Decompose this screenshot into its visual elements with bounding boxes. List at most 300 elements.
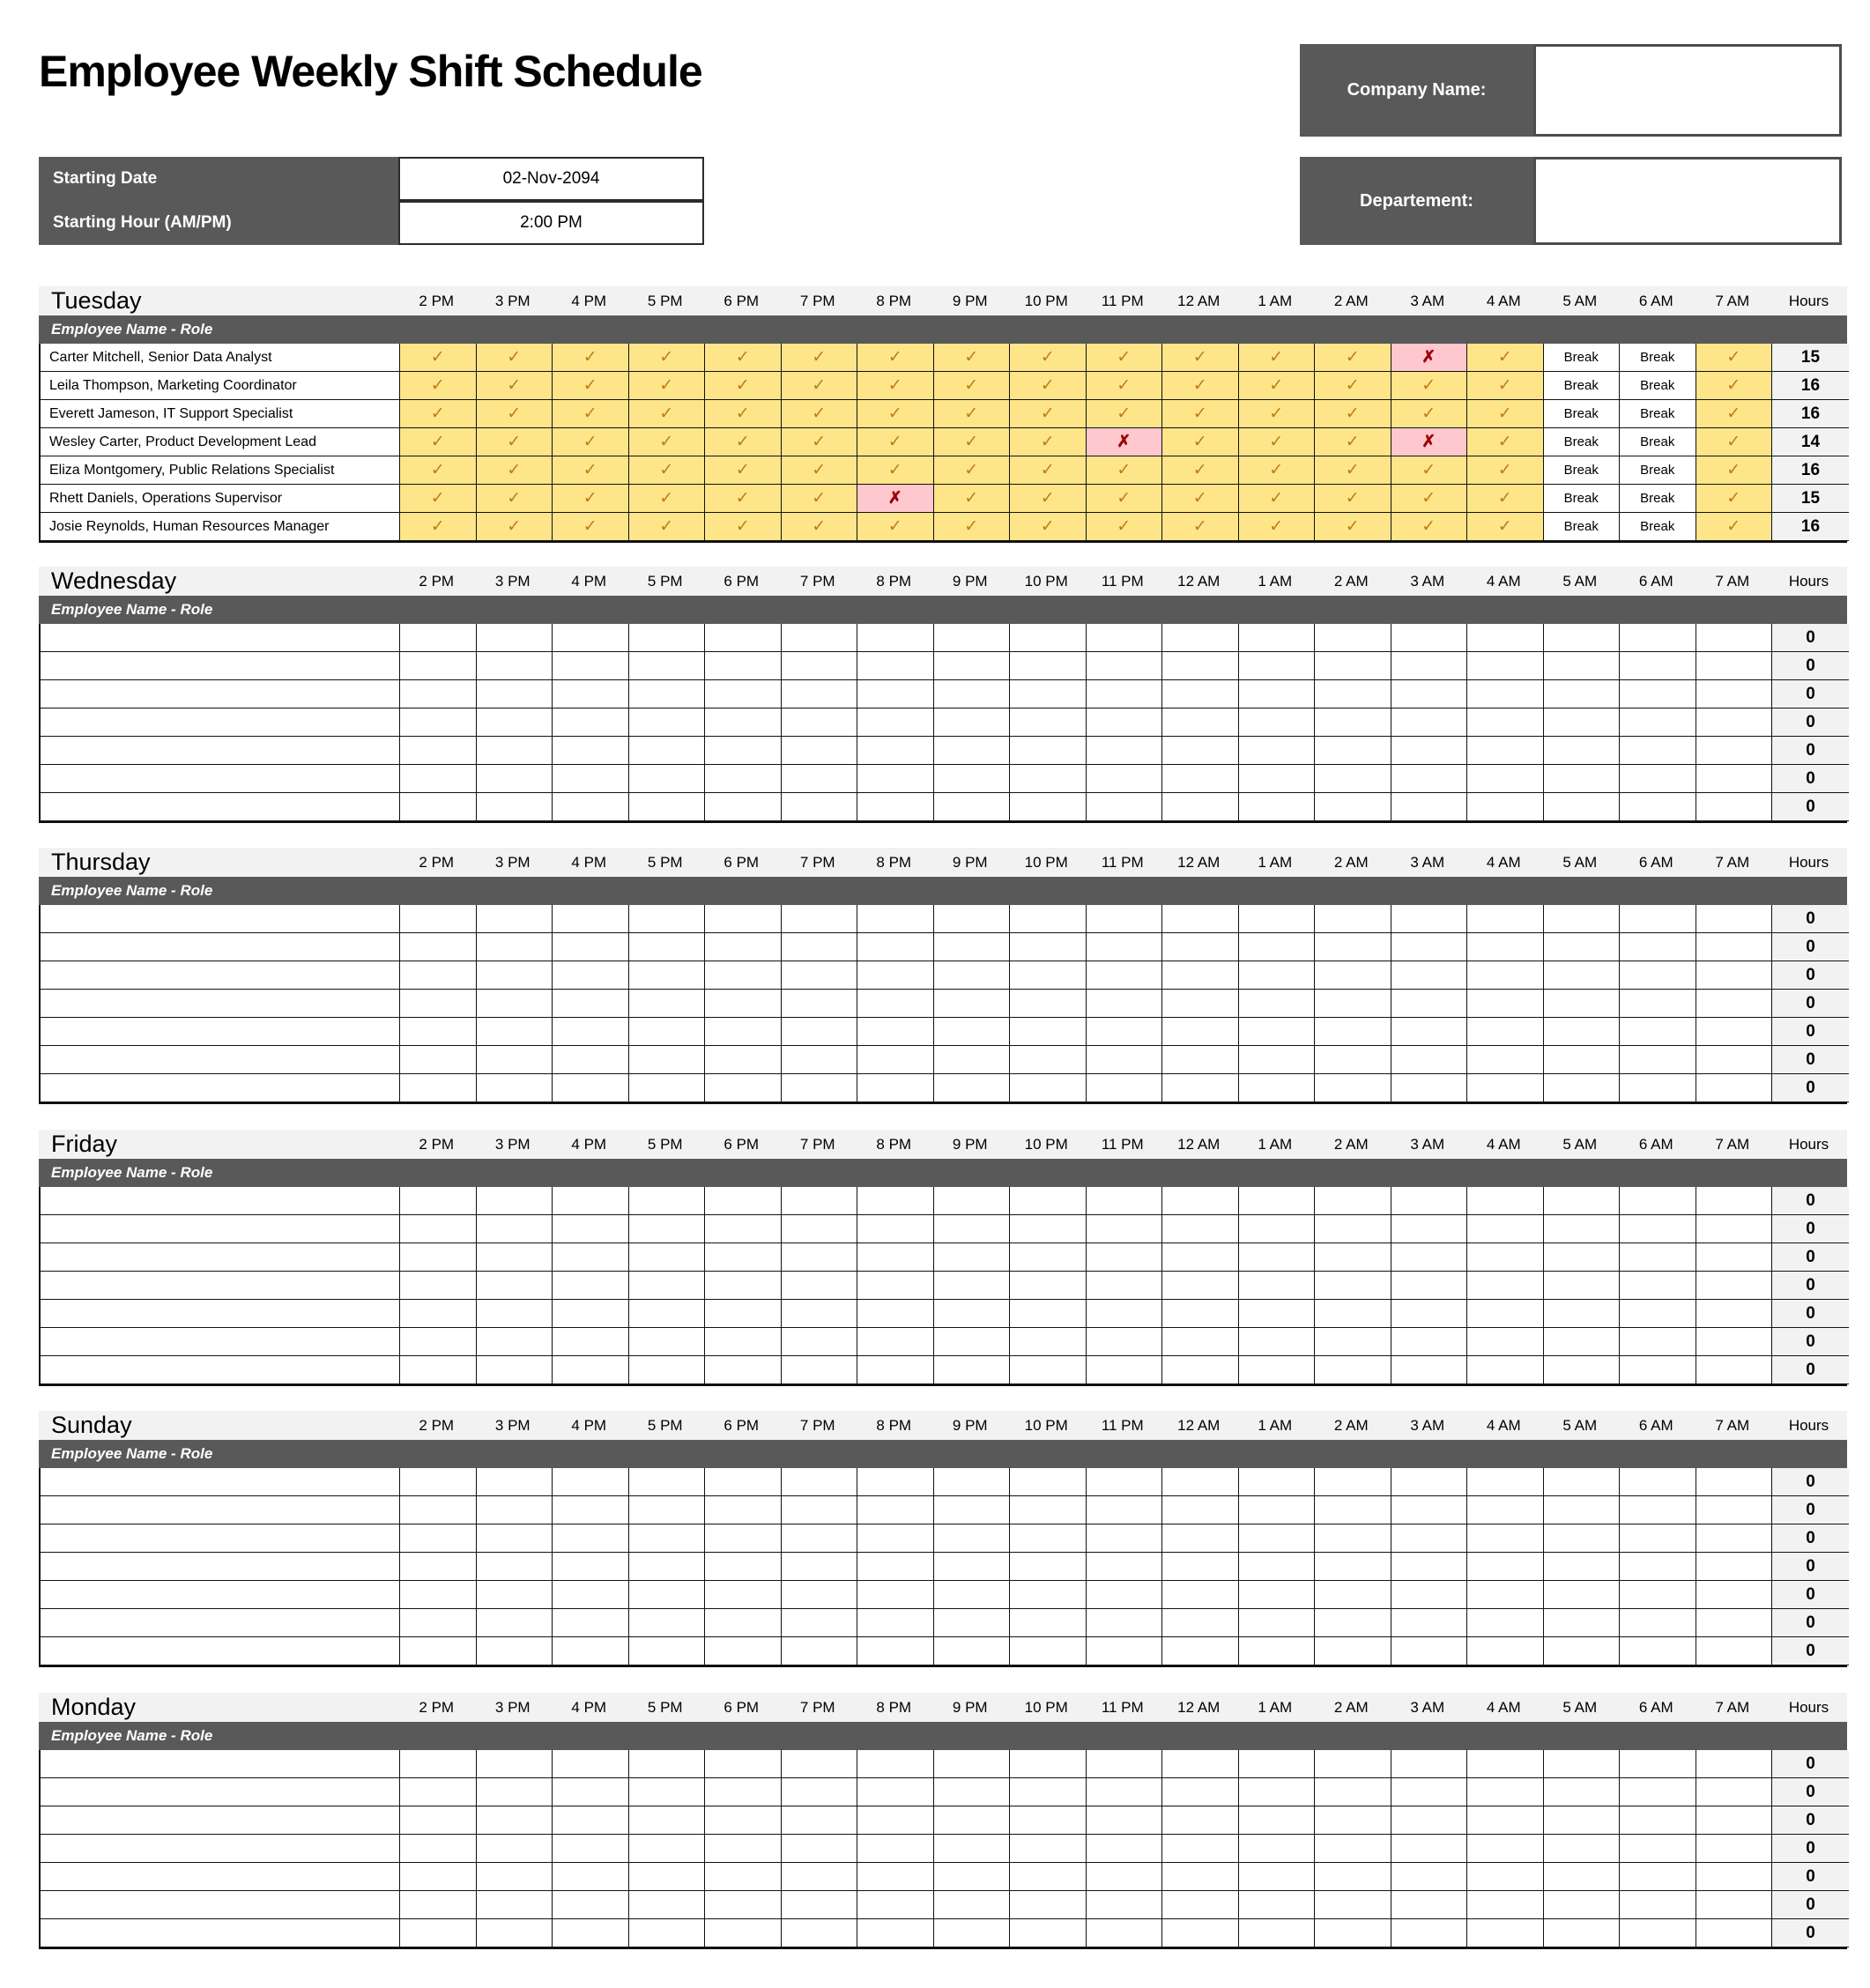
hours-total-cell[interactable]: 0 bbox=[1772, 1750, 1849, 1778]
shift-check-cell[interactable]: ✓ bbox=[629, 372, 706, 400]
empty-shift-cell[interactable] bbox=[705, 1891, 782, 1919]
empty-shift-cell[interactable] bbox=[1391, 737, 1468, 765]
empty-shift-cell[interactable] bbox=[1315, 765, 1391, 793]
empty-shift-cell[interactable] bbox=[400, 1524, 477, 1553]
shift-check-cell[interactable]: ✓ bbox=[782, 344, 858, 372]
empty-shift-cell[interactable] bbox=[553, 1778, 629, 1806]
empty-shift-cell[interactable] bbox=[1467, 1328, 1544, 1356]
hours-total-cell[interactable]: 0 bbox=[1772, 1468, 1849, 1496]
empty-shift-cell[interactable] bbox=[477, 1835, 553, 1863]
empty-shift-cell[interactable] bbox=[1696, 793, 1773, 821]
empty-shift-cell[interactable] bbox=[1544, 1609, 1621, 1637]
employee-name-cell[interactable]: Leila Thompson, Marketing Coordinator bbox=[41, 372, 400, 400]
empty-shift-cell[interactable] bbox=[1162, 1496, 1239, 1524]
shift-check-cell[interactable]: ✓ bbox=[477, 456, 553, 485]
empty-shift-cell[interactable] bbox=[1239, 1609, 1316, 1637]
empty-shift-cell[interactable] bbox=[782, 1300, 858, 1328]
empty-shift-cell[interactable] bbox=[629, 1074, 706, 1102]
empty-shift-cell[interactable] bbox=[782, 680, 858, 708]
shift-check-cell[interactable]: ✓ bbox=[705, 344, 782, 372]
empty-shift-cell[interactable] bbox=[857, 624, 934, 652]
empty-shift-cell[interactable] bbox=[1467, 1750, 1544, 1778]
empty-shift-cell[interactable] bbox=[782, 708, 858, 737]
empty-shift-cell[interactable] bbox=[553, 793, 629, 821]
empty-shift-cell[interactable] bbox=[1696, 1609, 1773, 1637]
empty-shift-cell[interactable] bbox=[477, 1046, 553, 1074]
employee-name-cell[interactable] bbox=[41, 708, 400, 737]
empty-shift-cell[interactable] bbox=[1391, 1891, 1468, 1919]
shift-check-cell[interactable]: ✓ bbox=[782, 456, 858, 485]
empty-shift-cell[interactable] bbox=[1010, 1524, 1087, 1553]
employee-name-cell[interactable] bbox=[41, 624, 400, 652]
empty-shift-cell[interactable] bbox=[1162, 1187, 1239, 1215]
empty-shift-cell[interactable] bbox=[705, 1074, 782, 1102]
empty-shift-cell[interactable] bbox=[1391, 1356, 1468, 1384]
empty-shift-cell[interactable] bbox=[1391, 1215, 1468, 1243]
empty-shift-cell[interactable] bbox=[1696, 680, 1773, 708]
empty-shift-cell[interactable] bbox=[1391, 708, 1468, 737]
empty-shift-cell[interactable] bbox=[400, 1468, 477, 1496]
empty-shift-cell[interactable] bbox=[629, 1046, 706, 1074]
empty-shift-cell[interactable] bbox=[553, 1187, 629, 1215]
empty-shift-cell[interactable] bbox=[1162, 905, 1239, 933]
empty-shift-cell[interactable] bbox=[1620, 1496, 1696, 1524]
empty-shift-cell[interactable] bbox=[705, 1046, 782, 1074]
empty-shift-cell[interactable] bbox=[1162, 1835, 1239, 1863]
empty-shift-cell[interactable] bbox=[1544, 624, 1621, 652]
empty-shift-cell[interactable] bbox=[1391, 905, 1468, 933]
empty-shift-cell[interactable] bbox=[1239, 680, 1316, 708]
empty-shift-cell[interactable] bbox=[477, 1637, 553, 1665]
empty-shift-cell[interactable] bbox=[857, 1018, 934, 1046]
empty-shift-cell[interactable] bbox=[782, 1356, 858, 1384]
empty-shift-cell[interactable] bbox=[1391, 1581, 1468, 1609]
shift-check-cell[interactable]: ✓ bbox=[1467, 485, 1544, 513]
empty-shift-cell[interactable] bbox=[934, 1300, 1011, 1328]
break-cell[interactable]: Break bbox=[1620, 372, 1696, 400]
empty-shift-cell[interactable] bbox=[477, 1609, 553, 1637]
empty-shift-cell[interactable] bbox=[1467, 1468, 1544, 1496]
empty-shift-cell[interactable] bbox=[1315, 708, 1391, 737]
break-cell[interactable]: Break bbox=[1620, 400, 1696, 428]
empty-shift-cell[interactable] bbox=[857, 1806, 934, 1835]
empty-shift-cell[interactable] bbox=[400, 1046, 477, 1074]
empty-shift-cell[interactable] bbox=[934, 1524, 1011, 1553]
empty-shift-cell[interactable] bbox=[1087, 933, 1163, 961]
empty-shift-cell[interactable] bbox=[1239, 765, 1316, 793]
empty-shift-cell[interactable] bbox=[1239, 1074, 1316, 1102]
empty-shift-cell[interactable] bbox=[1239, 1018, 1316, 1046]
shift-check-cell[interactable]: ✓ bbox=[1315, 400, 1391, 428]
empty-shift-cell[interactable] bbox=[857, 1215, 934, 1243]
empty-shift-cell[interactable] bbox=[477, 708, 553, 737]
empty-shift-cell[interactable] bbox=[705, 1272, 782, 1300]
shift-check-cell[interactable]: ✓ bbox=[934, 513, 1011, 541]
empty-shift-cell[interactable] bbox=[400, 1581, 477, 1609]
empty-shift-cell[interactable] bbox=[1391, 1863, 1468, 1891]
empty-shift-cell[interactable] bbox=[782, 1553, 858, 1581]
empty-shift-cell[interactable] bbox=[705, 624, 782, 652]
empty-shift-cell[interactable] bbox=[1162, 1328, 1239, 1356]
empty-shift-cell[interactable] bbox=[1544, 1328, 1621, 1356]
empty-shift-cell[interactable] bbox=[934, 1496, 1011, 1524]
hours-total-cell[interactable]: 0 bbox=[1772, 737, 1849, 765]
empty-shift-cell[interactable] bbox=[705, 1524, 782, 1553]
empty-shift-cell[interactable] bbox=[1162, 1637, 1239, 1665]
shift-absence-cell[interactable]: ✗ bbox=[857, 485, 934, 513]
empty-shift-cell[interactable] bbox=[857, 1046, 934, 1074]
empty-shift-cell[interactable] bbox=[1162, 1074, 1239, 1102]
empty-shift-cell[interactable] bbox=[477, 680, 553, 708]
empty-shift-cell[interactable] bbox=[705, 1496, 782, 1524]
employee-name-cell[interactable]: Wesley Carter, Product Development Lead bbox=[41, 428, 400, 456]
empty-shift-cell[interactable] bbox=[1467, 680, 1544, 708]
empty-shift-cell[interactable] bbox=[857, 652, 934, 680]
empty-shift-cell[interactable] bbox=[1162, 1750, 1239, 1778]
empty-shift-cell[interactable] bbox=[553, 1835, 629, 1863]
empty-shift-cell[interactable] bbox=[477, 1524, 553, 1553]
empty-shift-cell[interactable] bbox=[705, 1609, 782, 1637]
empty-shift-cell[interactable] bbox=[934, 765, 1011, 793]
break-cell[interactable]: Break bbox=[1544, 372, 1621, 400]
empty-shift-cell[interactable] bbox=[934, 961, 1011, 990]
empty-shift-cell[interactable] bbox=[1239, 1496, 1316, 1524]
shift-check-cell[interactable]: ✓ bbox=[934, 485, 1011, 513]
hours-total-cell[interactable]: 0 bbox=[1772, 1806, 1849, 1835]
empty-shift-cell[interactable] bbox=[1162, 652, 1239, 680]
empty-shift-cell[interactable] bbox=[1467, 1581, 1544, 1609]
empty-shift-cell[interactable] bbox=[1696, 765, 1773, 793]
empty-shift-cell[interactable] bbox=[1010, 990, 1087, 1018]
empty-shift-cell[interactable] bbox=[1544, 1750, 1621, 1778]
shift-check-cell[interactable]: ✓ bbox=[1315, 485, 1391, 513]
empty-shift-cell[interactable] bbox=[1544, 933, 1621, 961]
shift-check-cell[interactable]: ✓ bbox=[1010, 485, 1087, 513]
employee-name-cell[interactable]: Everett Jameson, IT Support Specialist bbox=[41, 400, 400, 428]
employee-name-cell[interactable] bbox=[41, 1553, 400, 1581]
empty-shift-cell[interactable] bbox=[553, 1581, 629, 1609]
hours-total-cell[interactable]: 0 bbox=[1772, 1215, 1849, 1243]
break-cell[interactable]: Break bbox=[1544, 485, 1621, 513]
empty-shift-cell[interactable] bbox=[1544, 652, 1621, 680]
shift-check-cell[interactable]: ✓ bbox=[857, 456, 934, 485]
empty-shift-cell[interactable] bbox=[705, 961, 782, 990]
empty-shift-cell[interactable] bbox=[857, 1891, 934, 1919]
empty-shift-cell[interactable] bbox=[782, 1778, 858, 1806]
break-cell[interactable]: Break bbox=[1544, 428, 1621, 456]
hours-total-cell[interactable]: 0 bbox=[1772, 1581, 1849, 1609]
shift-check-cell[interactable]: ✓ bbox=[1467, 428, 1544, 456]
empty-shift-cell[interactable] bbox=[857, 1863, 934, 1891]
shift-check-cell[interactable]: ✓ bbox=[1162, 372, 1239, 400]
shift-check-cell[interactable]: ✓ bbox=[857, 344, 934, 372]
empty-shift-cell[interactable] bbox=[934, 680, 1011, 708]
empty-shift-cell[interactable] bbox=[705, 1637, 782, 1665]
empty-shift-cell[interactable] bbox=[1620, 1018, 1696, 1046]
empty-shift-cell[interactable] bbox=[1087, 1046, 1163, 1074]
empty-shift-cell[interactable] bbox=[400, 990, 477, 1018]
empty-shift-cell[interactable] bbox=[553, 1215, 629, 1243]
empty-shift-cell[interactable] bbox=[1544, 1187, 1621, 1215]
empty-shift-cell[interactable] bbox=[1239, 1356, 1316, 1384]
empty-shift-cell[interactable] bbox=[782, 1863, 858, 1891]
hours-total-cell[interactable]: 0 bbox=[1772, 765, 1849, 793]
empty-shift-cell[interactable] bbox=[1391, 1300, 1468, 1328]
employee-name-cell[interactable]: Rhett Daniels, Operations Supervisor bbox=[41, 485, 400, 513]
empty-shift-cell[interactable] bbox=[934, 1637, 1011, 1665]
employee-name-cell[interactable] bbox=[41, 1243, 400, 1272]
empty-shift-cell[interactable] bbox=[1162, 1272, 1239, 1300]
empty-shift-cell[interactable] bbox=[1696, 1300, 1773, 1328]
empty-shift-cell[interactable] bbox=[629, 905, 706, 933]
empty-shift-cell[interactable] bbox=[477, 737, 553, 765]
hours-total-cell[interactable]: 0 bbox=[1772, 1863, 1849, 1891]
empty-shift-cell[interactable] bbox=[782, 933, 858, 961]
hours-total-cell[interactable]: 0 bbox=[1772, 1637, 1849, 1665]
empty-shift-cell[interactable] bbox=[1087, 905, 1163, 933]
empty-shift-cell[interactable] bbox=[1696, 990, 1773, 1018]
empty-shift-cell[interactable] bbox=[1391, 1919, 1468, 1947]
empty-shift-cell[interactable] bbox=[1620, 1806, 1696, 1835]
empty-shift-cell[interactable] bbox=[705, 1300, 782, 1328]
empty-shift-cell[interactable] bbox=[1315, 680, 1391, 708]
empty-shift-cell[interactable] bbox=[1010, 1215, 1087, 1243]
empty-shift-cell[interactable] bbox=[1162, 961, 1239, 990]
empty-shift-cell[interactable] bbox=[782, 1272, 858, 1300]
empty-shift-cell[interactable] bbox=[782, 1891, 858, 1919]
empty-shift-cell[interactable] bbox=[934, 1778, 1011, 1806]
empty-shift-cell[interactable] bbox=[400, 1215, 477, 1243]
shift-check-cell[interactable]: ✓ bbox=[705, 372, 782, 400]
hours-total-cell[interactable]: 16 bbox=[1772, 400, 1849, 428]
empty-shift-cell[interactable] bbox=[1087, 1581, 1163, 1609]
shift-check-cell[interactable]: ✓ bbox=[705, 400, 782, 428]
empty-shift-cell[interactable] bbox=[1239, 1806, 1316, 1835]
empty-shift-cell[interactable] bbox=[1315, 1891, 1391, 1919]
shift-check-cell[interactable]: ✓ bbox=[782, 513, 858, 541]
shift-check-cell[interactable]: ✓ bbox=[553, 400, 629, 428]
empty-shift-cell[interactable] bbox=[1696, 1778, 1773, 1806]
empty-shift-cell[interactable] bbox=[1010, 1046, 1087, 1074]
empty-shift-cell[interactable] bbox=[857, 905, 934, 933]
empty-shift-cell[interactable] bbox=[400, 961, 477, 990]
empty-shift-cell[interactable] bbox=[857, 933, 934, 961]
shift-check-cell[interactable]: ✓ bbox=[1696, 400, 1773, 428]
empty-shift-cell[interactable] bbox=[477, 1919, 553, 1947]
empty-shift-cell[interactable] bbox=[705, 1215, 782, 1243]
employee-name-cell[interactable]: Carter Mitchell, Senior Data Analyst bbox=[41, 344, 400, 372]
empty-shift-cell[interactable] bbox=[553, 1046, 629, 1074]
empty-shift-cell[interactable] bbox=[1544, 1863, 1621, 1891]
empty-shift-cell[interactable] bbox=[1620, 1074, 1696, 1102]
empty-shift-cell[interactable] bbox=[782, 1919, 858, 1947]
shift-check-cell[interactable]: ✓ bbox=[1467, 400, 1544, 428]
empty-shift-cell[interactable] bbox=[1010, 1300, 1087, 1328]
empty-shift-cell[interactable] bbox=[1620, 1553, 1696, 1581]
employee-name-cell[interactable] bbox=[41, 1468, 400, 1496]
empty-shift-cell[interactable] bbox=[1620, 1750, 1696, 1778]
empty-shift-cell[interactable] bbox=[477, 1581, 553, 1609]
empty-shift-cell[interactable] bbox=[629, 737, 706, 765]
empty-shift-cell[interactable] bbox=[1467, 1609, 1544, 1637]
empty-shift-cell[interactable] bbox=[1239, 1243, 1316, 1272]
empty-shift-cell[interactable] bbox=[1467, 905, 1544, 933]
empty-shift-cell[interactable] bbox=[477, 1018, 553, 1046]
empty-shift-cell[interactable] bbox=[782, 793, 858, 821]
empty-shift-cell[interactable] bbox=[1391, 933, 1468, 961]
empty-shift-cell[interactable] bbox=[934, 1581, 1011, 1609]
empty-shift-cell[interactable] bbox=[934, 1046, 1011, 1074]
empty-shift-cell[interactable] bbox=[1620, 1243, 1696, 1272]
empty-shift-cell[interactable] bbox=[1087, 1018, 1163, 1046]
shift-check-cell[interactable]: ✓ bbox=[934, 400, 1011, 428]
empty-shift-cell[interactable] bbox=[1467, 1891, 1544, 1919]
empty-shift-cell[interactable] bbox=[629, 680, 706, 708]
shift-check-cell[interactable]: ✓ bbox=[1162, 456, 1239, 485]
empty-shift-cell[interactable] bbox=[1620, 1468, 1696, 1496]
break-cell[interactable]: Break bbox=[1620, 485, 1696, 513]
empty-shift-cell[interactable] bbox=[400, 1018, 477, 1046]
empty-shift-cell[interactable] bbox=[1467, 1524, 1544, 1553]
empty-shift-cell[interactable] bbox=[1087, 1806, 1163, 1835]
empty-shift-cell[interactable] bbox=[1239, 1637, 1316, 1665]
empty-shift-cell[interactable] bbox=[1696, 1806, 1773, 1835]
employee-name-cell[interactable] bbox=[41, 765, 400, 793]
shift-check-cell[interactable]: ✓ bbox=[1162, 400, 1239, 428]
empty-shift-cell[interactable] bbox=[1239, 961, 1316, 990]
empty-shift-cell[interactable] bbox=[782, 1046, 858, 1074]
empty-shift-cell[interactable] bbox=[629, 1187, 706, 1215]
empty-shift-cell[interactable] bbox=[553, 1243, 629, 1272]
empty-shift-cell[interactable] bbox=[553, 990, 629, 1018]
empty-shift-cell[interactable] bbox=[1544, 1272, 1621, 1300]
empty-shift-cell[interactable] bbox=[934, 990, 1011, 1018]
empty-shift-cell[interactable] bbox=[1315, 1581, 1391, 1609]
shift-check-cell[interactable]: ✓ bbox=[477, 428, 553, 456]
empty-shift-cell[interactable] bbox=[1010, 1272, 1087, 1300]
empty-shift-cell[interactable] bbox=[1544, 765, 1621, 793]
employee-name-cell[interactable] bbox=[41, 1891, 400, 1919]
empty-shift-cell[interactable] bbox=[1239, 708, 1316, 737]
empty-shift-cell[interactable] bbox=[1391, 680, 1468, 708]
empty-shift-cell[interactable] bbox=[1391, 961, 1468, 990]
empty-shift-cell[interactable] bbox=[857, 708, 934, 737]
empty-shift-cell[interactable] bbox=[1544, 1496, 1621, 1524]
employee-name-cell[interactable] bbox=[41, 1835, 400, 1863]
starting-hour-input[interactable]: 2:00 PM bbox=[398, 201, 704, 245]
empty-shift-cell[interactable] bbox=[1391, 1328, 1468, 1356]
empty-shift-cell[interactable] bbox=[1315, 624, 1391, 652]
empty-shift-cell[interactable] bbox=[1467, 1806, 1544, 1835]
empty-shift-cell[interactable] bbox=[857, 765, 934, 793]
empty-shift-cell[interactable] bbox=[1010, 765, 1087, 793]
shift-check-cell[interactable]: ✓ bbox=[857, 400, 934, 428]
empty-shift-cell[interactable] bbox=[1696, 1863, 1773, 1891]
shift-check-cell[interactable]: ✓ bbox=[477, 344, 553, 372]
empty-shift-cell[interactable] bbox=[1087, 961, 1163, 990]
empty-shift-cell[interactable] bbox=[1162, 765, 1239, 793]
empty-shift-cell[interactable] bbox=[400, 1243, 477, 1272]
empty-shift-cell[interactable] bbox=[629, 1637, 706, 1665]
empty-shift-cell[interactable] bbox=[1315, 1215, 1391, 1243]
empty-shift-cell[interactable] bbox=[782, 1806, 858, 1835]
empty-shift-cell[interactable] bbox=[1162, 1468, 1239, 1496]
employee-name-cell[interactable] bbox=[41, 652, 400, 680]
shift-check-cell[interactable]: ✓ bbox=[1239, 344, 1316, 372]
empty-shift-cell[interactable] bbox=[629, 1609, 706, 1637]
empty-shift-cell[interactable] bbox=[1391, 1806, 1468, 1835]
empty-shift-cell[interactable] bbox=[477, 1356, 553, 1384]
employee-name-cell[interactable] bbox=[41, 1496, 400, 1524]
empty-shift-cell[interactable] bbox=[705, 708, 782, 737]
empty-shift-cell[interactable] bbox=[477, 652, 553, 680]
shift-check-cell[interactable]: ✓ bbox=[705, 456, 782, 485]
empty-shift-cell[interactable] bbox=[1544, 1553, 1621, 1581]
empty-shift-cell[interactable] bbox=[934, 1553, 1011, 1581]
empty-shift-cell[interactable] bbox=[1467, 1187, 1544, 1215]
empty-shift-cell[interactable] bbox=[1620, 765, 1696, 793]
shift-check-cell[interactable]: ✓ bbox=[705, 485, 782, 513]
empty-shift-cell[interactable] bbox=[705, 793, 782, 821]
empty-shift-cell[interactable] bbox=[934, 1806, 1011, 1835]
employee-name-cell[interactable]: Eliza Montgomery, Public Relations Specialist bbox=[41, 456, 400, 485]
empty-shift-cell[interactable] bbox=[705, 1778, 782, 1806]
empty-shift-cell[interactable] bbox=[1391, 765, 1468, 793]
empty-shift-cell[interactable] bbox=[1010, 1581, 1087, 1609]
empty-shift-cell[interactable] bbox=[1544, 1524, 1621, 1553]
empty-shift-cell[interactable] bbox=[1010, 1806, 1087, 1835]
hours-total-cell[interactable]: 0 bbox=[1772, 793, 1849, 821]
employee-name-cell[interactable] bbox=[41, 680, 400, 708]
empty-shift-cell[interactable] bbox=[477, 793, 553, 821]
empty-shift-cell[interactable] bbox=[1010, 961, 1087, 990]
empty-shift-cell[interactable] bbox=[1391, 1835, 1468, 1863]
employee-name-cell[interactable] bbox=[41, 1300, 400, 1328]
shift-check-cell[interactable]: ✓ bbox=[934, 344, 1011, 372]
hours-total-cell[interactable]: 0 bbox=[1772, 1778, 1849, 1806]
empty-shift-cell[interactable] bbox=[705, 933, 782, 961]
shift-check-cell[interactable]: ✓ bbox=[1467, 372, 1544, 400]
empty-shift-cell[interactable] bbox=[1391, 1046, 1468, 1074]
empty-shift-cell[interactable] bbox=[1391, 1018, 1468, 1046]
empty-shift-cell[interactable] bbox=[1467, 793, 1544, 821]
empty-shift-cell[interactable] bbox=[1087, 1863, 1163, 1891]
empty-shift-cell[interactable] bbox=[1696, 1581, 1773, 1609]
empty-shift-cell[interactable] bbox=[1620, 1609, 1696, 1637]
empty-shift-cell[interactable] bbox=[553, 1328, 629, 1356]
hours-total-cell[interactable]: 0 bbox=[1772, 1609, 1849, 1637]
empty-shift-cell[interactable] bbox=[1087, 624, 1163, 652]
empty-shift-cell[interactable] bbox=[934, 1863, 1011, 1891]
empty-shift-cell[interactable] bbox=[1315, 1524, 1391, 1553]
empty-shift-cell[interactable] bbox=[629, 1243, 706, 1272]
shift-check-cell[interactable]: ✓ bbox=[857, 513, 934, 541]
hours-total-cell[interactable]: 0 bbox=[1772, 708, 1849, 737]
empty-shift-cell[interactable] bbox=[400, 1863, 477, 1891]
empty-shift-cell[interactable] bbox=[477, 1750, 553, 1778]
empty-shift-cell[interactable] bbox=[1467, 961, 1544, 990]
empty-shift-cell[interactable] bbox=[477, 1215, 553, 1243]
empty-shift-cell[interactable] bbox=[629, 793, 706, 821]
empty-shift-cell[interactable] bbox=[1544, 1637, 1621, 1665]
empty-shift-cell[interactable] bbox=[553, 1524, 629, 1553]
empty-shift-cell[interactable] bbox=[782, 1524, 858, 1553]
empty-shift-cell[interactable] bbox=[1087, 1835, 1163, 1863]
shift-check-cell[interactable]: ✓ bbox=[1010, 372, 1087, 400]
shift-check-cell[interactable]: ✓ bbox=[477, 400, 553, 428]
empty-shift-cell[interactable] bbox=[1620, 1356, 1696, 1384]
empty-shift-cell[interactable] bbox=[1239, 1187, 1316, 1215]
